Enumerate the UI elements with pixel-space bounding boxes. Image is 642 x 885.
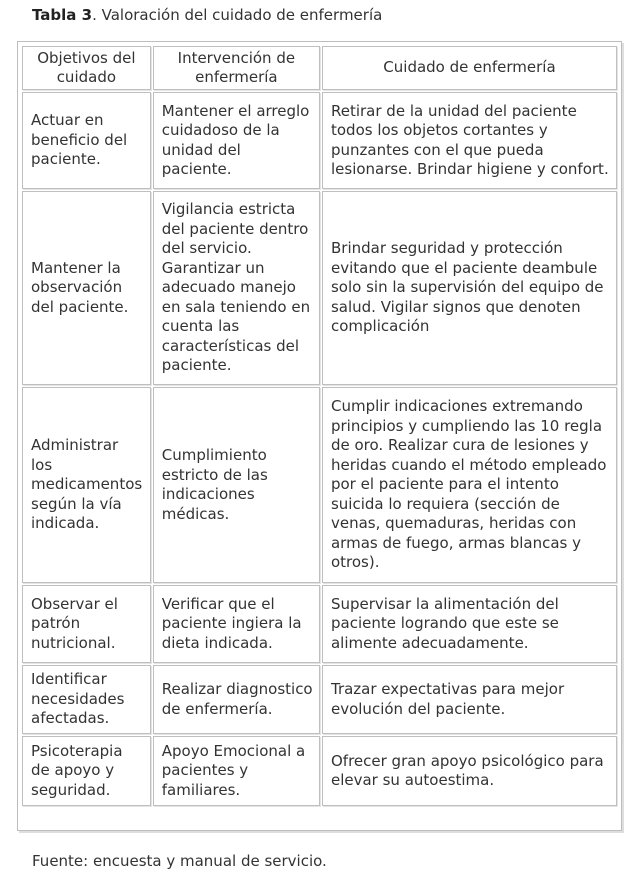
table-row — [22, 665, 617, 734]
intervention-cell: Mantener el arreglo cuidadoso de la unidad del paciente. — [153, 92, 320, 189]
table-title: . Valoración del cuidado de enfermería — [92, 6, 383, 24]
care-cell: Ofrecer gran apoyo psicológico para elevar su autoestima. — [322, 736, 617, 806]
care-cell: Trazar expectativas para mejor evolución del paciente. — [322, 665, 617, 734]
care-table-frame — [17, 41, 622, 831]
intervention-cell: Cumplimiento estricto de las indicaciones médicas. — [153, 387, 320, 583]
table-row — [22, 92, 617, 189]
table-caption — [32, 6, 382, 24]
objective-cell: Administrar los medicamentos según la vía indicada. — [22, 387, 151, 583]
care-cell: Retirar de la unidad del paciente todos los objetos cortantes y punzantes con el que pueda lesionarse. Brindar higiene y confort. — [322, 92, 617, 189]
table-row — [22, 736, 617, 806]
care-cell: Cumplir indicaciones extremando principios y cumpliendo las 10 regla de oro. Realizar cura de lesiones y heridas cuando el método empleado por el paciente para el intento suicida lo requiera (sección de venas, quemaduras, heridas con armas de fuego, armas blancas y otros). — [322, 387, 617, 583]
table-header-row — [22, 46, 617, 90]
intervention-cell: Vigilancia estricta del paciente dentro del servicio. Garantizar un adecuado manejo en sala teniendo en cuenta las características del paciente. — [153, 191, 320, 385]
header-objectives: Objetivos del cuidado — [22, 46, 151, 90]
objective-cell: Mantener la observación del paciente. — [22, 191, 151, 385]
header-intervention: Intervención de enfermería — [153, 46, 320, 90]
intervention-cell: Apoyo Emocional a pacientes y familiares. — [153, 736, 320, 806]
care-cell: Supervisar la alimentación del paciente logrando que este se alimente adecuadamente. — [322, 585, 617, 663]
table-row — [22, 585, 617, 663]
table-row — [22, 191, 617, 385]
header-care: Cuidado de enfermería — [322, 46, 617, 90]
objective-cell: Psicoterapia de apoyo y seguridad. — [22, 736, 151, 806]
intervention-cell: Realizar diagnostico de enfermería. — [153, 665, 320, 734]
objective-cell: Identificar necesidades afectadas. — [22, 665, 151, 734]
intervention-cell: Verificar que el paciente ingiera la dieta indicada. — [153, 585, 320, 663]
table-number: Tabla 3 — [32, 6, 93, 24]
objective-cell: Observar el patrón nutricional. — [22, 585, 151, 663]
care-assessment-table — [20, 44, 619, 808]
care-cell: Brindar seguridad y protección evitando que el paciente deambule solo sin la supervisión del equipo de salud. Vigilar signos que denoten complicación — [322, 191, 617, 385]
objective-cell: Actuar en beneficio del paciente. — [22, 92, 151, 189]
source-note: Fuente: encuesta y manual de servicio. — [32, 852, 327, 870]
table-row — [22, 387, 617, 583]
